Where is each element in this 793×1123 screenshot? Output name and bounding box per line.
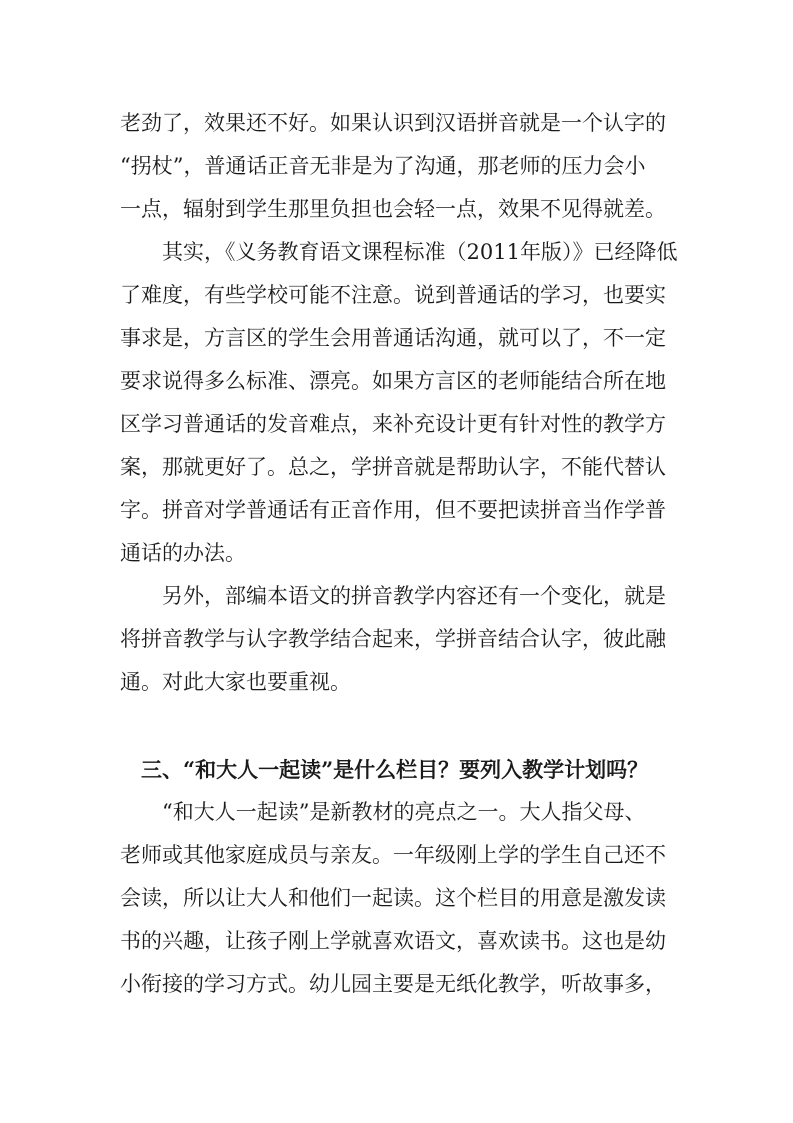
text-line: “拐杖”，普通话正音无非是为了沟通，那老师的压力会小 xyxy=(120,154,646,178)
section-spacer xyxy=(120,704,700,748)
text-line: 事求是，方言区的学生会用普通话沟通，就可以了，不一定 xyxy=(120,326,666,350)
paragraph-pinyin-change xyxy=(120,575,700,704)
text-line: 小衔接的学习方式。幼儿园主要是无纸化教学，听故事多， xyxy=(120,972,666,996)
text-line: 了难度，有些学校可能不注意。说到普通话的学习，也要实 xyxy=(120,283,666,307)
paragraph-standard xyxy=(120,231,700,575)
text-line: 案，那就更好了。总之，学拼音就是帮助认字，不能代替认 xyxy=(120,455,666,479)
text-line: 区学习普通话的发音难点，来补充设计更有针对性的教学方 xyxy=(120,412,666,436)
text-line: 要求说得多么标准、漂亮。如果方言区的老师能结合所在地 xyxy=(120,369,666,393)
document-body xyxy=(120,102,700,1006)
section-heading: 三、“和大人一起读”是什么栏目？要列入教学计划吗？ xyxy=(141,757,649,782)
text-line: 字。拼音对学普通话有正音作用，但不要把读拼音当作学普 xyxy=(120,498,666,522)
text-line: 通话的办法。 xyxy=(120,541,246,565)
text-line: 另外，部编本语文的拼音教学内容还有一个变化，就是 xyxy=(162,584,666,608)
paragraph-continued xyxy=(120,102,700,231)
text-line: 老劲了，效果还不好。如果认识到汉语拼音就是一个认字的 xyxy=(120,111,666,135)
text-line: 通。对此大家也要重视。 xyxy=(120,670,351,694)
text-line: 书的兴趣，让孩子刚上学就喜欢语文，喜欢读书。这也是幼 xyxy=(120,929,666,953)
text-line: 一点，辐射到学生那里负担也会轻一点，效果不见得就差。 xyxy=(120,197,666,221)
text-line: “和大人一起读”是新教材的亮点之一。大人指父母、 xyxy=(162,800,646,824)
text-line: 其实，《义务教育语文课程标准（2011年版）》已经降低 xyxy=(162,240,678,264)
text-line: 老师或其他家庭成员与亲友。一年级刚上学的学生自己还不 xyxy=(120,843,666,867)
text-line: 会读，所以让大人和他们一起读。这个栏目的用意是激发读 xyxy=(120,886,666,910)
paragraph-read-with-adults xyxy=(120,791,700,1006)
text-line: 将拼音教学与认字教学结合起来，学拼音结合认字，彼此融 xyxy=(120,627,666,651)
